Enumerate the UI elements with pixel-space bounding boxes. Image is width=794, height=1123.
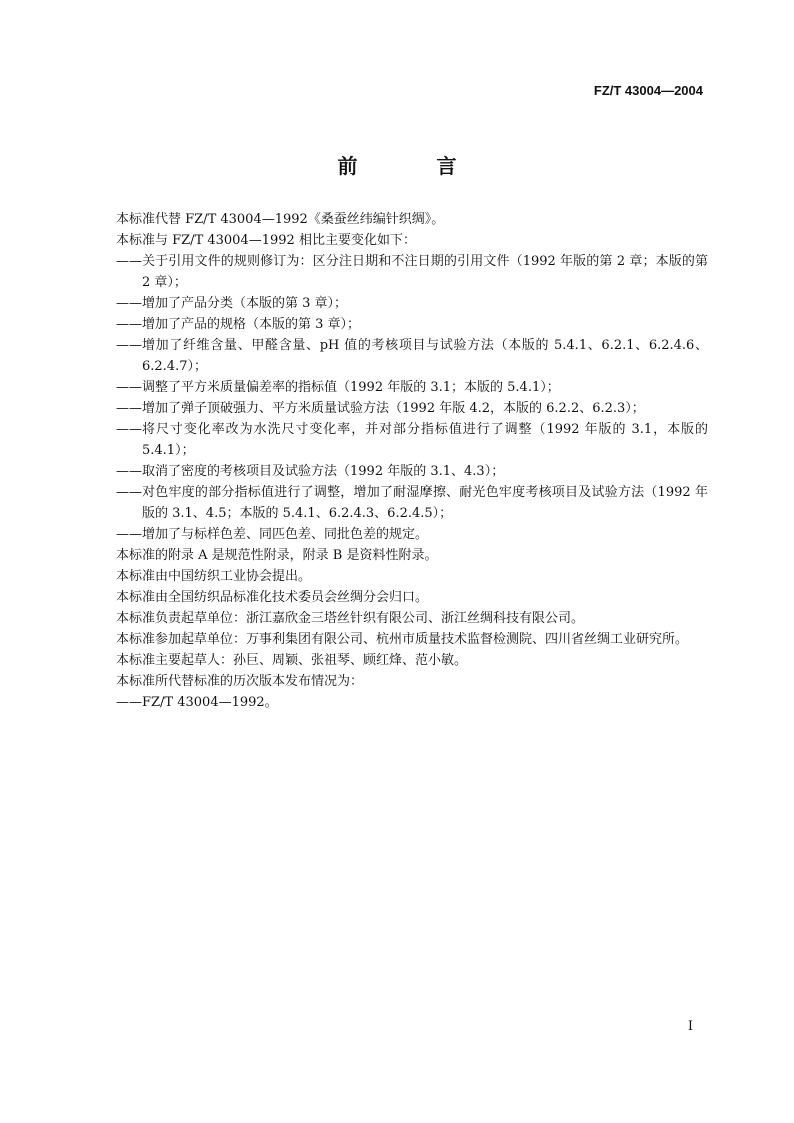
change-item [116,377,708,398]
dash-mark: —— [116,485,142,500]
dash-mark: —— [116,422,142,437]
item-text: 关于引用文件的规则修订为：区分注日期和不注日期的引用文件（1992 年版的第 2 章；本版的第 2 章）； [142,254,708,290]
item-text: 取消了密度的考核项目及试验方法（1992 年版的 3.1、4.3）； [142,464,505,479]
change-item [116,482,708,524]
dash-mark: —— [116,401,142,416]
change-item [116,398,708,419]
item-text: 调整了平方米质量偏差率的指标值（1992 年版的 3.1；本版的 5.4.1）； [142,380,560,395]
change-item [116,335,708,377]
item-text: 增加了与标样色差、同匹色差、同批色差的规定。 [142,527,429,542]
dash-mark: —— [116,317,142,332]
paragraph: 本标准代替 FZ/T 43004—1992《桑蚕丝纬编针织绸》。 [116,212,445,227]
paragraph: 本标准负责起草单位：浙江嘉欣金三塔丝针织有限公司、浙江丝绸科技有限公司。 [116,611,585,626]
item-text: 增加了产品分类（本版的第 3 章）； [142,296,348,311]
item-text: 对色牢度的部分指标值进行了调整，增加了耐湿摩擦、耐光色牢度考核项目及试验方法（1992 年版的 3.1、4.5；本版的 5.4.1、6.2.4.3、6.2.4.5）； [142,485,708,521]
item-text: 将尺寸变化率改为水洗尺寸变化率，并对部分指标值进行了调整（1992 年版的 3.1，本版的5.4.1）； [142,422,708,458]
paragraph: 本标准与 FZ/T 43004—1992 相比主要变化如下： [116,233,416,248]
change-item [116,524,708,545]
change-item [116,461,708,482]
item-text: 增加了弹子顶破强力、平方米质量试验方法（1992 年版 4.2，本版的 6.2.2、6.2.3）； [142,401,645,416]
item-text: 增加了纤维含量、甲醛含量、pH 值的考核项目与试验方法（本版的 5.4.1、6.2.1、6.2.4.6、6.2.4.7）； [142,338,708,374]
item-text: 增加了产品的规格（本版的第 3 章）； [142,317,361,332]
page-title: 前 言 [337,154,493,178]
change-item [116,692,708,713]
dash-mark: —— [116,380,142,395]
change-item [116,293,708,314]
change-item [116,419,708,461]
paragraph: 本标准由全国纺织品标准化技术委员会丝绸分会归口。 [116,590,429,605]
change-item [116,251,708,293]
dash-mark: —— [116,695,142,710]
change-item [116,314,708,335]
foreword-body [116,209,708,713]
dash-mark: —— [116,338,142,353]
dash-mark: —— [116,464,142,479]
dash-mark: —— [116,527,142,542]
paragraph: 本标准参加起草单位：万事利集团有限公司、杭州市质量技术监督检测院、四川省丝绸工业研究所。 [116,632,689,647]
paragraph: 本标准所代替标准的历次版本发布情况为： [116,674,364,689]
item-text: FZ/T 43004—1992。 [142,695,278,710]
page-number: I [687,1019,693,1034]
standard-code: FZ/T 43004—2004 [593,83,703,98]
dash-mark: —— [116,254,142,269]
dash-mark: —— [116,296,142,311]
paragraph: 本标准主要起草人：孙巨、周颖、张祖琴、顾红烽、范小敏。 [116,653,468,668]
paragraph: 本标准由中国纺织工业协会提出。 [116,569,312,584]
paragraph: 本标准的附录 A 是规范性附录，附录 B 是资料性附录。 [116,548,438,563]
